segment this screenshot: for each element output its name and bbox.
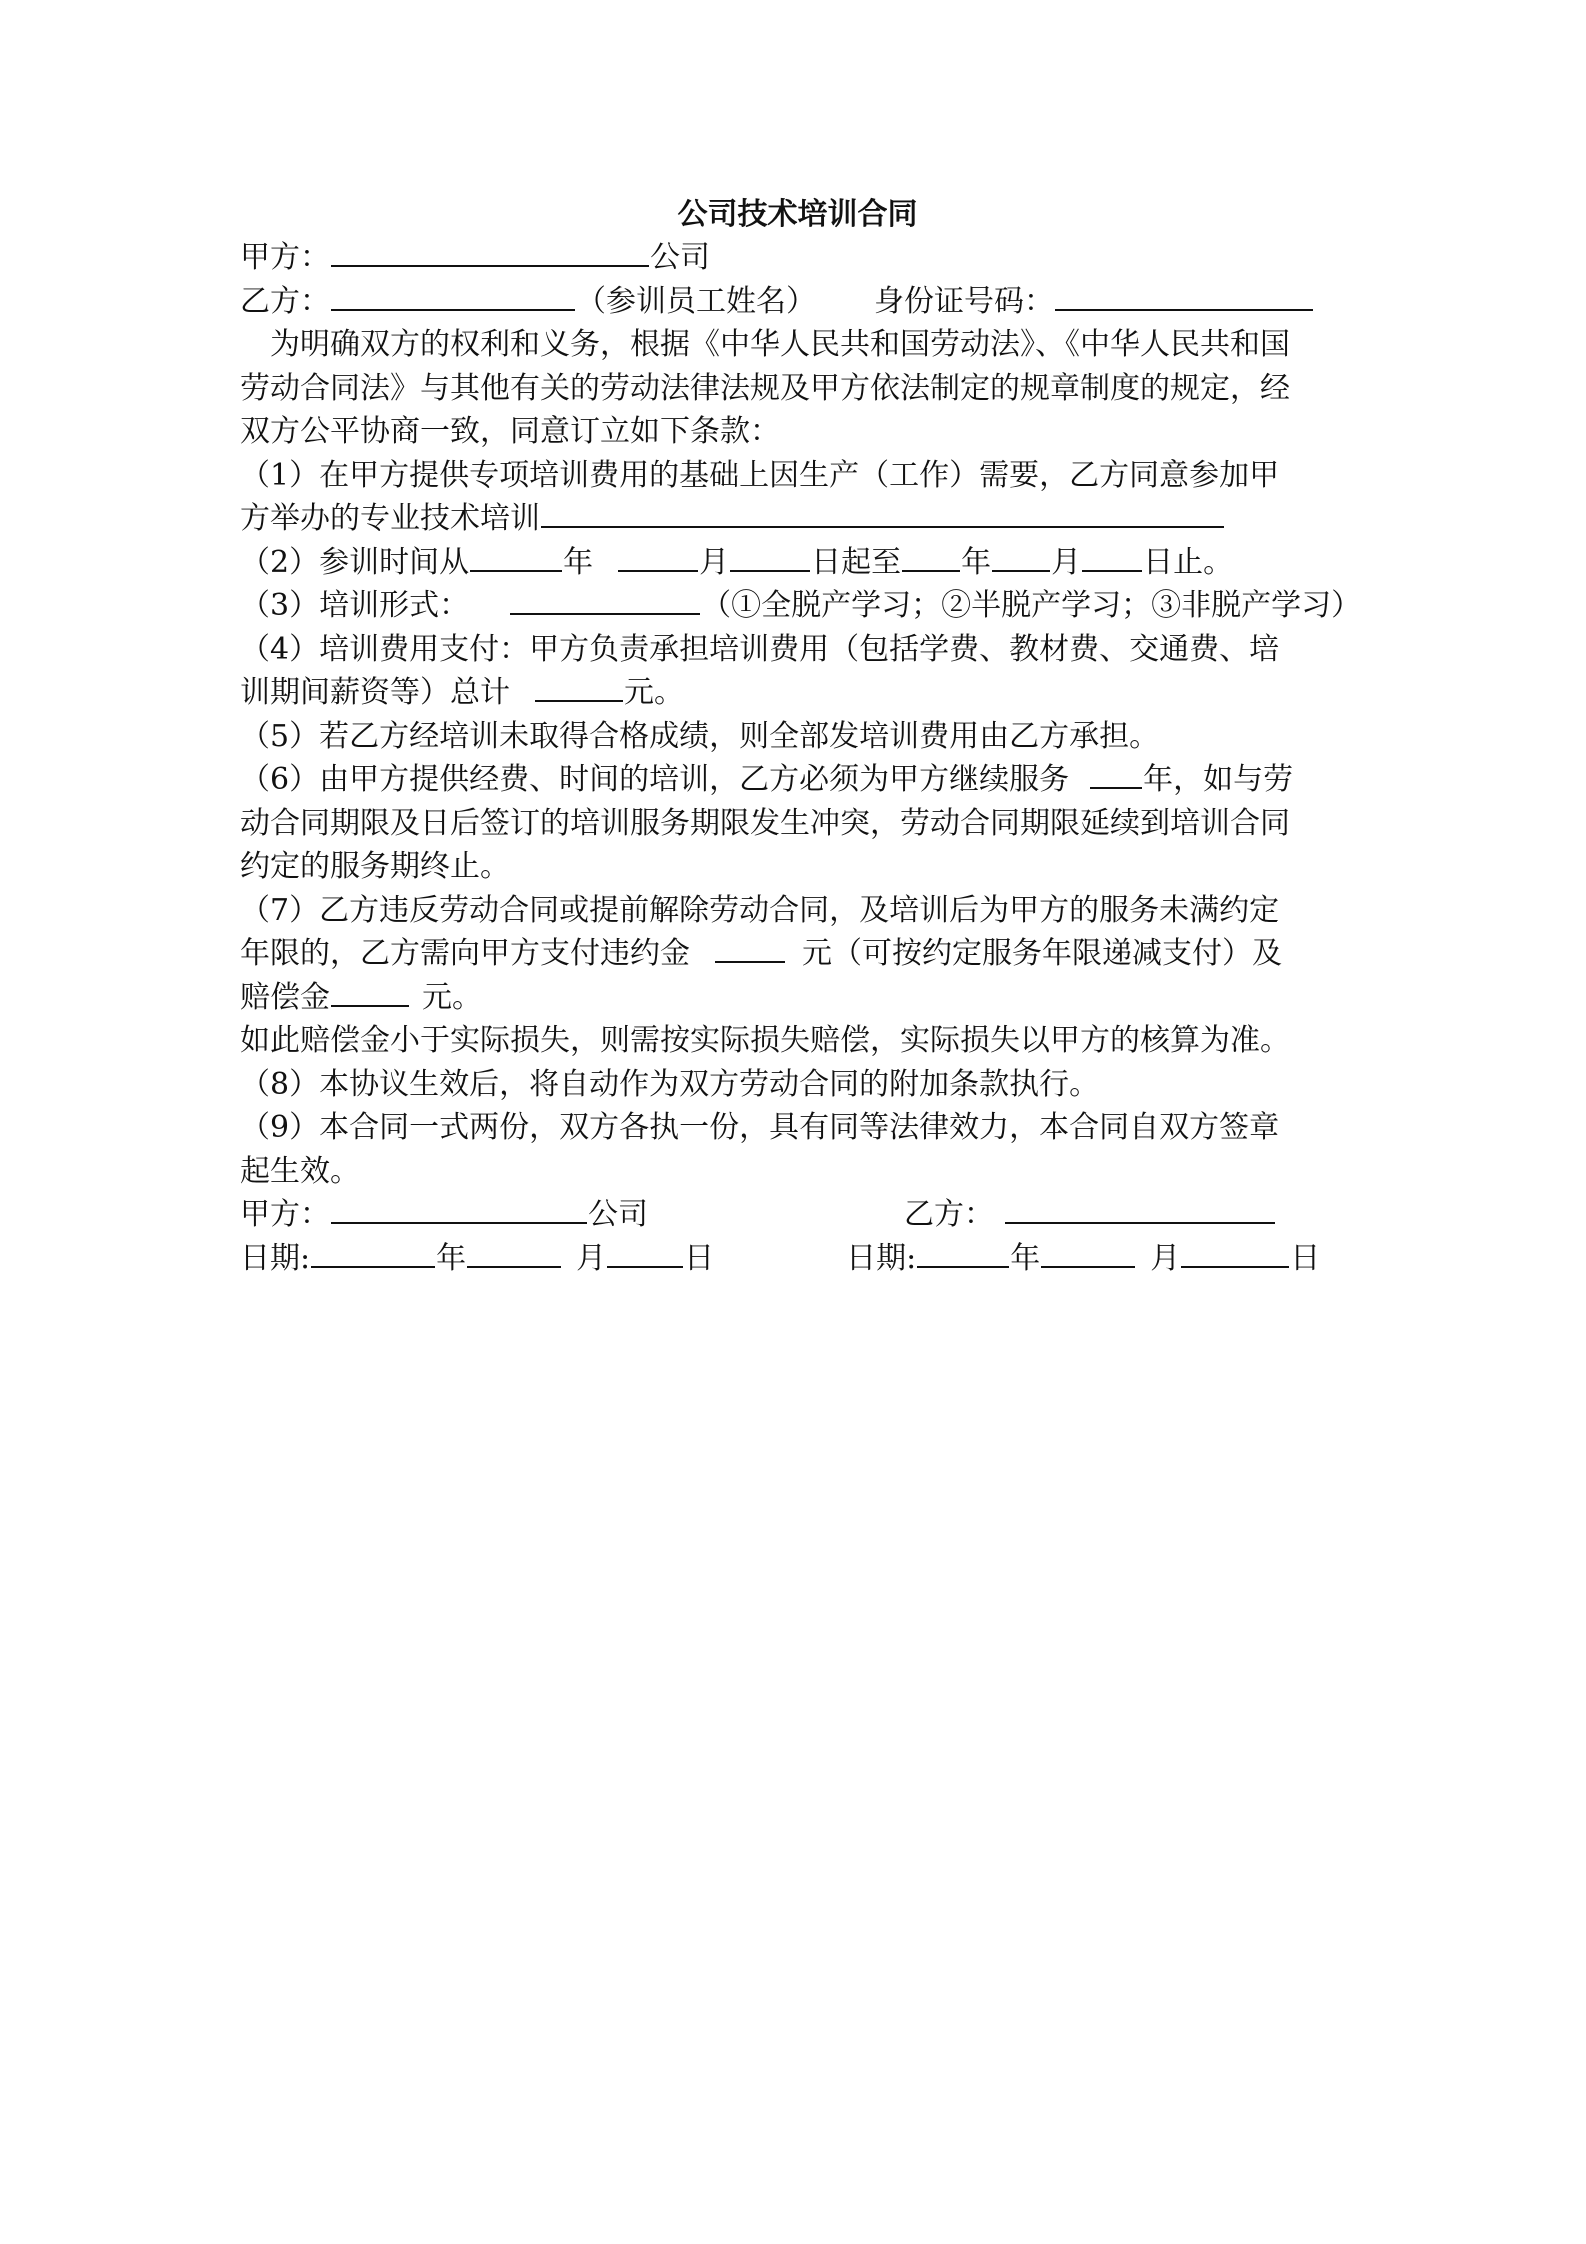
clause-5-line: （5）若乙方经培训未取得合格成绩，则全部发培训费用由乙方承担。 <box>240 718 1160 754</box>
clause-8-line: （8）本协议生效后，将自动作为双方劳动合同的附加条款执行。 <box>240 1066 1100 1102</box>
contract-body <box>240 190 1362 1280</box>
yuan-text: 元。 <box>624 675 684 710</box>
party-b-note: （参训员工姓名） <box>576 283 816 319</box>
start-day-blank <box>730 542 810 572</box>
year-text: 年 <box>563 544 594 580</box>
day-text: 日 <box>1290 1240 1321 1276</box>
date-b-month-blank <box>1041 1238 1135 1268</box>
clause-7-line-4: 如此赔偿金小于实际损失，则需按实际损失赔偿，实际损失以甲方的核算为准。 <box>240 1023 1290 1058</box>
month-text: 月 <box>699 544 730 580</box>
id-number-label: 身份证号码： <box>874 283 1054 319</box>
training-form-options: （①全脱产学习；②半脱产学习；③非脱产学习） <box>701 588 1362 623</box>
sign-party-a-label: 甲方： <box>240 1197 330 1232</box>
start-year-blank <box>470 542 562 572</box>
clause-6-line-3: 约定的服务期终止。 <box>240 849 510 884</box>
party-a-label: 甲方： <box>240 240 330 275</box>
party-b-line <box>240 280 1355 324</box>
end-day-blank <box>1082 542 1142 572</box>
yuan-text: 元。 <box>422 979 482 1015</box>
date-a-label: 日期: <box>240 1240 311 1276</box>
clause-7-text: 年限的，乙方需向甲方支付违约金 <box>240 936 690 971</box>
clause-1-text: 方举办的专业技术培训 <box>240 501 540 536</box>
day-from-text: 日起至 <box>811 544 902 580</box>
day-end-text: 日止。 <box>1143 544 1234 580</box>
clause-6-line-1 <box>240 758 1355 802</box>
compensation-label: 赔偿金 <box>240 979 330 1015</box>
contract-title: 公司技术培训合同 <box>677 197 918 232</box>
clause-4-line-2 <box>240 671 1355 715</box>
intro-line-2: 劳动合同法》与其他有关的劳动法律法规及甲方依法制定的规章制度的规定，经 <box>240 370 1290 406</box>
party-a-line <box>240 236 1355 280</box>
intro-line-3: 双方公平协商一致，同意订立如下条款： <box>240 414 780 449</box>
date-a-day-blank <box>607 1238 683 1268</box>
date-b-day-blank <box>1181 1238 1289 1268</box>
clause-4-text: 训期间薪资等）总计 <box>240 675 510 710</box>
penalty-blank <box>715 933 785 963</box>
clause-7-text-end: 元（可按约定服务年限递减支付）及 <box>802 936 1282 971</box>
date-a-month-blank <box>467 1238 561 1268</box>
date-a-year-blank <box>311 1238 435 1268</box>
month-text: 月 <box>1051 544 1082 580</box>
clause-7-line-1: （7）乙方违反劳动合同或提前解除劳动合同，及培训后为甲方的服务未满约定 <box>240 892 1280 928</box>
clause-2-text: （2）参训时间从 <box>240 544 470 580</box>
clause-7-line-2 <box>240 932 1355 976</box>
clause-9-line-1: （9）本合同一式两份，双方各执一份，具有同等法律效力，本合同自双方签章 <box>240 1110 1280 1145</box>
date-b-year-blank <box>917 1238 1009 1268</box>
year-text: 年 <box>436 1240 467 1276</box>
signature-date-line <box>240 1237 1355 1281</box>
clause-3-line <box>240 584 1362 628</box>
end-month-blank <box>992 542 1050 572</box>
sign-party-a-blank <box>331 1194 587 1224</box>
clause-2-line <box>240 541 1355 585</box>
clause-7-line-3 <box>240 976 1355 1020</box>
sign-party-b-label: 乙方： <box>904 1197 994 1232</box>
date-b-label: 日期: <box>846 1240 917 1276</box>
clause-6-text: （6）由甲方提供经费、时间的培训，乙方必须为甲方继续服务 <box>240 762 1070 797</box>
party-b-name-blank <box>331 281 575 311</box>
clause-9-line-2: 起生效。 <box>240 1153 360 1189</box>
clause-1-line-1: （1）在甲方提供专项培训费用的基础上因生产（工作）需要，乙方同意参加甲 <box>240 457 1280 493</box>
sign-party-b-blank <box>1005 1194 1275 1224</box>
year-text: 年 <box>1010 1240 1041 1276</box>
clause-3-text: （3）培训形式： <box>240 588 470 623</box>
signature-party-line <box>240 1193 1355 1237</box>
day-text: 日 <box>684 1240 715 1276</box>
training-cost-blank <box>535 672 623 702</box>
intro-line-1: 为明确双方的权利和义务，根据《中华人民共和国劳动法》、《中华人民共和国 <box>270 327 1290 362</box>
party-a-name-blank <box>331 237 649 267</box>
clause-6-line-2: 动合同期限及日后签订的培训服务期限发生冲突，劳动合同期限延续到培训合同 <box>240 805 1290 841</box>
party-b-label: 乙方： <box>240 283 330 319</box>
compensation-blank <box>331 977 409 1007</box>
training-form-blank <box>510 585 700 615</box>
start-month-blank <box>618 542 698 572</box>
party-a-suffix: 公司 <box>650 240 710 275</box>
clause-6-text-end: 年，如与劳 <box>1143 762 1294 797</box>
month-text: 月 <box>576 1240 607 1276</box>
clause-4-line-1: （4）培训费用支付：甲方负责承担培训费用（包括学费、教材费、交通费、培 <box>240 631 1280 667</box>
year-text: 年 <box>961 544 992 580</box>
clause-1-line-2 <box>240 497 1355 541</box>
sign-party-a-suffix: 公司 <box>588 1197 648 1232</box>
training-name-blank <box>541 498 1224 528</box>
service-years-blank <box>1090 759 1142 789</box>
month-text: 月 <box>1150 1240 1181 1276</box>
end-year-blank <box>902 542 960 572</box>
id-number-blank <box>1055 281 1313 311</box>
